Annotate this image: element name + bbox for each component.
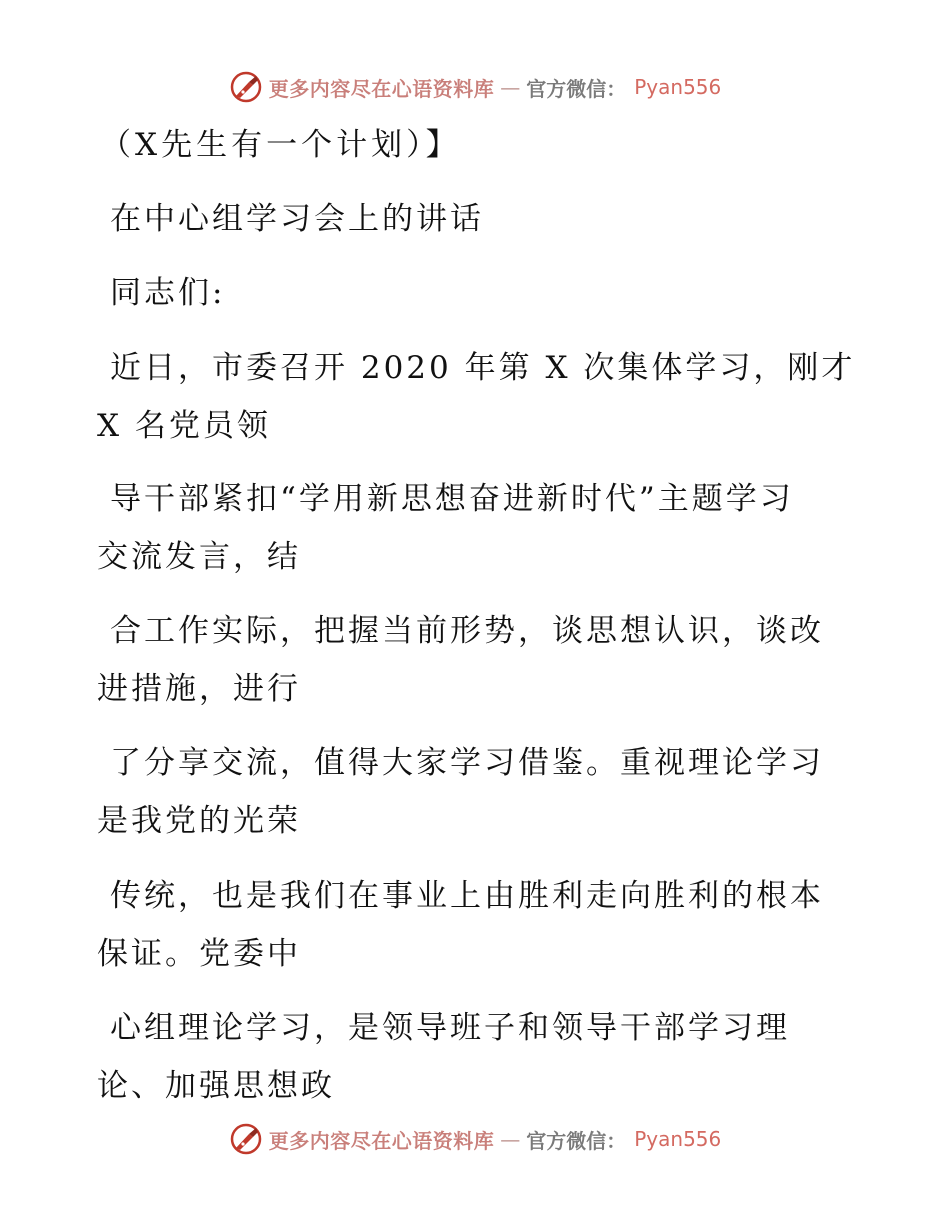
watermark-main-text: 更多内容尽在心语资料库 [268,1128,495,1153]
document-line: （X先生有一个计划）】 [100,127,461,163]
document-line: 了分享交流，值得大家学习借鉴。重视理论学习 [110,745,824,781]
document-line: 传统，也是我们在事业上由胜利走向胜利的根本 [110,878,824,914]
watermark-main-text: 更多内容尽在心语资料库 [268,76,495,101]
pen-nib-circle-icon [229,1122,263,1156]
document-line: 合工作实际，把握当前形势，谈思想认识，谈改 [110,613,824,649]
document-line: 保证。党委中 [97,936,301,972]
document-line: 同志们: [110,275,226,311]
watermark-wechat-id: Pyan556 [634,75,722,99]
document-line: 论、加强思想政 [97,1068,335,1104]
document-line: 是我党的光荣 [97,803,301,839]
document-line: 导干部紧扣“学用新思想奋进新时代”主题学习 [110,481,794,517]
document-line: X 名党员领 [97,408,271,444]
watermark-separator: — [500,75,521,99]
document-line: 交流发言，结 [97,539,301,575]
watermark-separator: — [500,1127,521,1151]
watermark-official-label: 官方微信： [526,76,627,101]
document-line: 近日，市委召开 2020 年第 X 次集体学习，刚才 [110,350,856,386]
document-line: 进措施，进行 [97,671,301,707]
watermark-footer [0,1122,950,1156]
watermark-official-label: 官方微信： [526,1128,627,1153]
document-line: 心组理论学习，是领导班子和领导干部学习理 [110,1010,790,1046]
watermark-wechat-id: Pyan556 [634,1127,722,1151]
document-line: 在中心组学习会上的讲话 [110,201,484,237]
